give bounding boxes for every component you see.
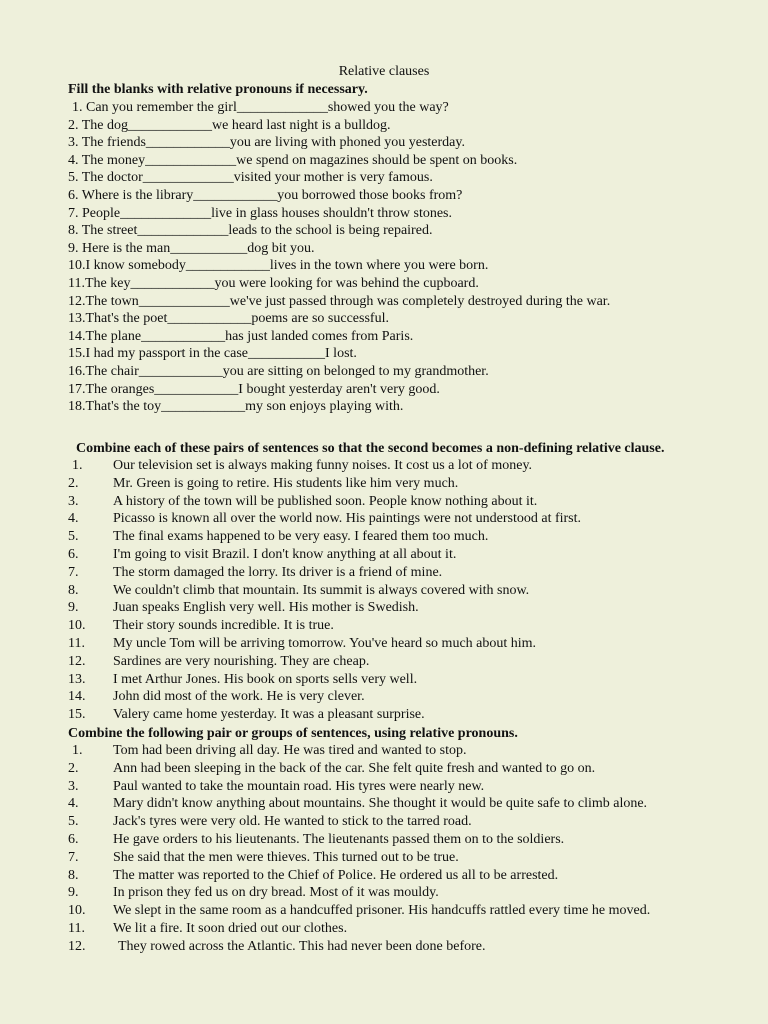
fill-item: 9. Here is the man___________dog bit you.	[68, 240, 315, 256]
fill-item: 11.The key____________you were looking for was behind the cupboard.	[68, 275, 479, 291]
item-text: I'm going to visit Brazil. I don't know anything at all about it.	[113, 546, 457, 562]
item-number: 10.	[68, 618, 86, 634]
fill-item: 18.That's the toy____________my son enjoys playing with.	[68, 399, 404, 415]
item-text: My uncle Tom will be arriving tomorrow. You've heard so much about him.	[113, 635, 537, 651]
item-number: 8.	[68, 582, 79, 598]
fill-item: 3. The friends____________you are living with phoned you yesterday.	[68, 135, 465, 151]
item-number: 1.	[72, 458, 83, 473]
item-text: Our television set is always making funny noises. It cost us a lot of money.	[113, 458, 533, 473]
item-text: He gave orders to his lieutenants. The lieutenants passed them on to the soldiers.	[113, 831, 565, 847]
item-text: She said that the men were thieves. This turned out to be true.	[113, 849, 459, 865]
fill-item: 5. The doctor_____________visited your mother is very famous.	[68, 170, 433, 186]
item-text: Juan speaks English very well. His mother is Swedish.	[113, 600, 419, 616]
item-text: We lit a fire. It soon dried out our clothes.	[113, 920, 348, 936]
item-number: 13.	[68, 671, 86, 687]
page-title: Relative clauses	[338, 64, 430, 79]
item-number: 5.	[68, 814, 79, 830]
item-text: Their story sounds incredible. It is true.	[113, 618, 334, 634]
item-number: 11.	[68, 920, 85, 936]
item-number: 11.	[68, 635, 85, 651]
fill-item: 1. Can you remember the girl_____________showed you the way?	[72, 100, 449, 115]
item-number: 3.	[68, 778, 79, 794]
item-number: 6.	[68, 546, 79, 562]
item-text: Ann had been sleeping in the back of the car. She felt quite fresh and wanted to go on.	[113, 760, 596, 776]
fill-item: 17.The oranges____________I bought yesterday aren't very good.	[68, 381, 440, 397]
item-text: Mr. Green is going to retire. His students like him very much.	[113, 475, 459, 491]
item-text: Paul wanted to take the mountain road. His tyres were nearly new.	[113, 778, 485, 794]
fill-item: 2. The dog____________we heard last night is a bulldog.	[68, 117, 391, 133]
item-number: 14.	[68, 689, 86, 705]
item-number: 1.	[72, 743, 83, 758]
item-number: 7.	[68, 849, 79, 865]
item-number: 5.	[68, 529, 79, 545]
item-number: 9.	[68, 600, 79, 616]
section2-heading: Combine each of these pairs of sentences so that the second becomes a non-defining relative clause.	[76, 441, 665, 456]
item-text: The matter was reported to the Chief of Police. He ordered us all to be arrested.	[113, 867, 559, 883]
fill-item: 16.The chair____________you are sitting on belonged to my grandmother.	[68, 363, 489, 379]
item-text: In prison they fed us on dry bread. Most of it was mouldy.	[113, 885, 439, 901]
item-text: Tom had been driving all day. He was tired and wanted to stop.	[113, 743, 467, 758]
item-text: I met Arthur Jones. His book on sports sells very well.	[113, 671, 418, 687]
fill-item: 4. The money_____________we spend on magazines should be spent on books.	[68, 152, 518, 168]
fill-item: 10.I know somebody____________lives in the town where you were born.	[68, 258, 489, 274]
section3-heading: Combine the following pair or groups of sentences, using relative pronouns.	[68, 726, 518, 741]
fill-item: 7. People_____________live in glass houses shouldn't throw stones.	[68, 205, 453, 221]
fill-item: 8. The street_____________leads to the school is being repaired.	[68, 223, 433, 239]
fill-item: 6. Where is the library____________you borrowed those books from?	[68, 187, 463, 203]
item-number: 10.	[68, 903, 86, 919]
fill-item: 14.The plane____________has just landed comes from Paris.	[68, 328, 414, 344]
fill-item: 15.I had my passport in the case___________I lost.	[68, 346, 357, 362]
item-text: John did most of the work. He is very clever.	[113, 689, 365, 705]
item-number: 8.	[68, 867, 79, 883]
item-text: The storm damaged the lorry. Its driver is a friend of mine.	[113, 564, 443, 580]
item-text: Picasso is known all over the world now. His paintings were not understood at first.	[113, 511, 582, 527]
item-text: Jack's tyres were very old. He wanted to stick to the tarred road.	[113, 814, 472, 830]
item-text: Sardines are very nourishing. They are cheap.	[113, 653, 370, 669]
item-number: 12.	[68, 938, 86, 954]
item-number: 7.	[68, 564, 79, 580]
item-number: 6.	[68, 831, 79, 847]
item-text: The final exams happened to be very easy. I feared them too much.	[113, 529, 489, 545]
item-text: A history of the town will be published soon. People know nothing about it.	[113, 493, 538, 509]
item-text: Mary didn't know anything about mountains. She thought it would be quite safe to climb alone.	[113, 796, 648, 812]
item-number: 2.	[68, 760, 79, 776]
item-number: 15.	[68, 707, 86, 723]
item-number: 2.	[68, 475, 79, 491]
item-number: 4.	[68, 796, 79, 812]
item-text: They rowed across the Atlantic. This had never been done before.	[118, 938, 486, 954]
item-number: 3.	[68, 493, 79, 509]
fill-item: 13.That's the poet____________poems are so successful.	[68, 311, 389, 327]
item-number: 4.	[68, 511, 79, 527]
item-text: Valery came home yesterday. It was a pleasant surprise.	[113, 707, 425, 723]
item-text: We slept in the same room as a handcuffed prisoner. His handcuffs rattled every time he moved.	[113, 903, 651, 919]
section1-heading: Fill the blanks with relative pronouns if necessary.	[68, 82, 368, 97]
fill-item: 12.The town_____________we've just passed through was completely destroyed during the war.	[68, 293, 611, 309]
item-text: We couldn't climb that mountain. Its summit is always covered with snow.	[113, 582, 530, 598]
fill-blanks-list	[68, 99, 610, 416]
item-number: 9.	[68, 885, 79, 901]
item-number: 12.	[68, 653, 86, 669]
